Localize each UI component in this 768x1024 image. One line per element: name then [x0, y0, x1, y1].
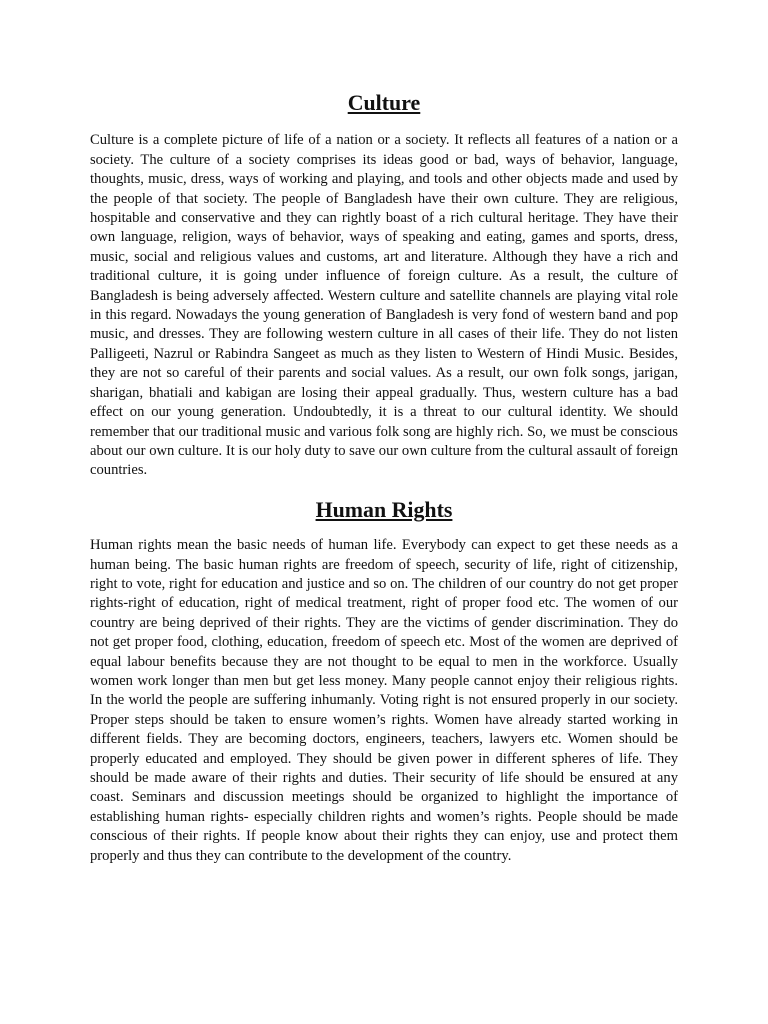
section-body-culture: Culture is a complete picture of life of a nation or a society. It reflects all features of a nation or a society. The culture of a society comprises its ideas good or bad, ways of behavior, language, thoughts, music, dress, ways of working and playing, and tools and other objects made and used by the people of that society. The people of Bangladesh have their own culture. They are religious, hospitable and conservative and they can rightly boast of a rich cultural heritage. They have their own language, religion, ways of behavior, ways of speaking and eating, games and sports, dress, music, social and religious values and customs, art and literature. Although they have a rich and traditional culture, it is going under influence of foreign culture. As a result, the culture of Bangladesh is being adversely affected. Western culture and satellite channels are playing vital role in this regard. Nowadays the young generation of Bangladesh is very fond of western band and pop music, and dresses. They are following western culture in all cases of their life. They do not listen Palligeeti, Nazrul or Rabindra Sangeet as much as they listen to Western of Hindi Music. Besides, they are not so careful of their parents and social values. As a result, our own folk songs, jarigan, sharigan, bhatiali and kabigan are losing their appeal gradually. Thus, western culture has a bad effect on our young generation. Undoubtedly, it is a threat to our cultural identity. We should remember that our traditional music and various folk song are highly rich. So, we must be conscious about our own culture. It is our holy duty to save our own culture from the cultural assault of foreign countries.: [90, 132, 678, 479]
section-body-human-rights: Human rights mean the basic needs of human life. Everybody can expect to get these needs as a human being. The basic human rights are freedom of speech, security of life, right of citizenship, right to vote, right for education and justice and so on. The children of our country do not get proper rights-right of education, right of medical treatment, right of proper food etc. The women of our country are being deprived of their rights. They are the victims of gender discrimination. They do not get proper food, clothing, education, freedom of speech etc. Most of the women are deprived of equal labour benefits because they are not thought to be equal to men in the workforce. Usually women work longer than men but get less money. Many people cannot enjoy their religious rights. In the world the people are suffering inhumanly. Voting right is not ensured properly in our society. Proper steps should be taken to ensure women’s rights. Women have already started working in different fields. They are becoming doctors, engineers, teachers, lawyers etc. Women should be properly educated and employed. They should be given power in different spheres of life. They should be made aware of their rights and duties. Their security of life should be ensured at any coast. Seminars and discussion meetings should be organized to highlight the importance of establishing human rights- especially children rights and women’s rights. People should be made conscious of their rights. If people know about their rights they can enjoy, use and protect them properly and thus they can contribute to the development of the country.: [90, 537, 678, 864]
section-heading-culture: Culture: [347, 90, 421, 115]
document-content: [90, 90, 678, 866]
section-heading-human-rights: Human Rights: [315, 496, 453, 522]
